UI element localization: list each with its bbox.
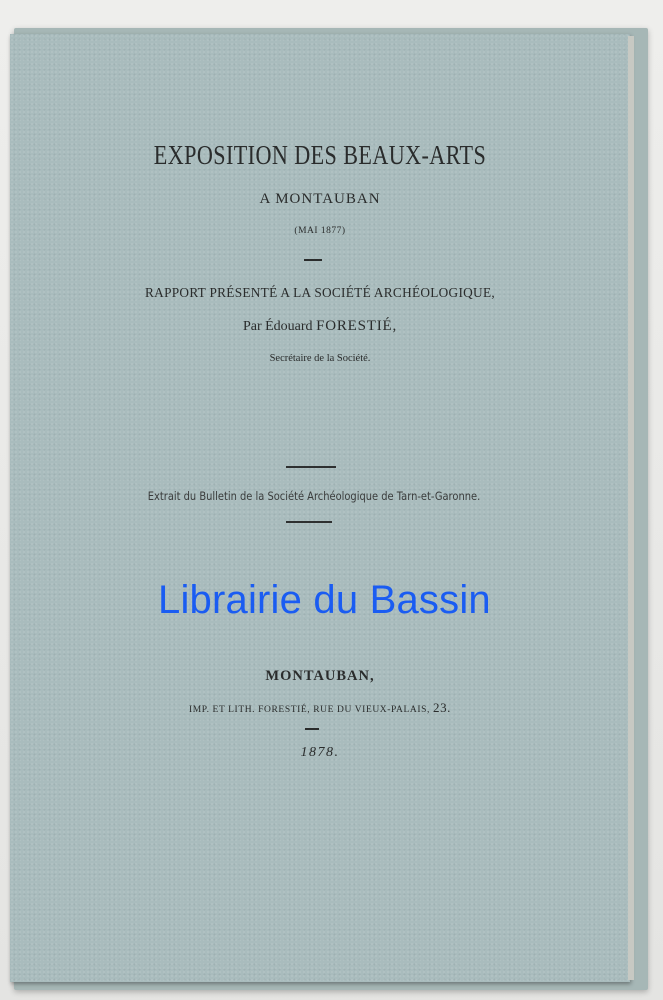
booklet-cover: [10, 34, 630, 982]
imprint-printer: IMP. ET LITH. FORESTIÉ, RUE DU VIEUX-PALAIS,: [188, 705, 430, 715]
report-line: RAPPORT PRÉSENTÉ A LA SOCIÉTÉ ARCHÉOLOGIQUE,: [145, 286, 495, 301]
imprint-number: 23.: [432, 700, 452, 715]
author-role: Secrétaire de la Société.: [269, 353, 371, 364]
author-name: FORESTIÉ,: [316, 318, 398, 334]
rule-bottom: [286, 521, 332, 523]
imprint-year: 1878.: [300, 745, 340, 760]
bookseller-watermark: Librairie du Bassin: [158, 578, 491, 622]
document-title: EXPOSITION DES BEAUX-ARTS: [153, 140, 487, 170]
exhibition-date: (MAI 1877): [294, 226, 346, 236]
document-subtitle: A MONTAUBAN: [259, 191, 381, 207]
rule-top: [286, 466, 336, 468]
short-dash-divider: [304, 259, 322, 261]
author-line: [10, 318, 630, 335]
imprint-city: MONTAUBAN,: [265, 668, 375, 684]
author-prefix: Par Édouard: [242, 319, 313, 334]
imprint-printer-line: [10, 700, 630, 716]
short-dash-divider-bottom: [305, 728, 319, 730]
page-edges: [628, 36, 634, 980]
extract-note: Extrait du Bulletin de la Société Archéologique de Tarn-et-Garonne.: [147, 489, 481, 503]
